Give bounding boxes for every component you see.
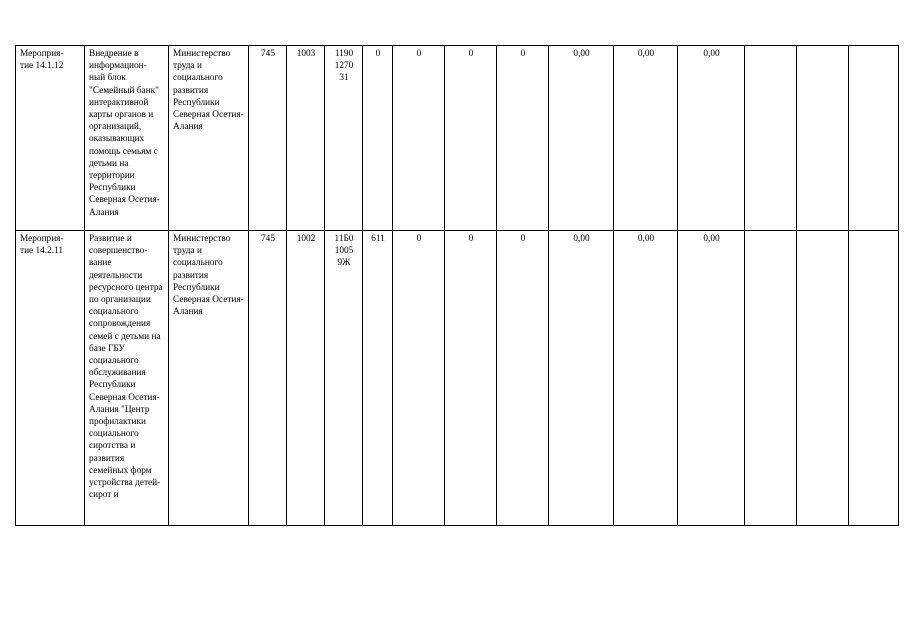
value-cell-1: 0 [393, 231, 445, 526]
value-cell-6: 0,00 [678, 231, 745, 526]
value-cell-4: 0,00 [549, 231, 614, 526]
executor-cell: Министерство труда и социального развития Республики Северная Осетия-Алания [169, 46, 249, 231]
value-cell-5: 0,00 [614, 231, 678, 526]
csr-cell: 1190 1270 31 [325, 46, 363, 231]
value-cell-9 [849, 231, 899, 526]
value-cell-2: 0 [445, 46, 497, 231]
value-cell-1: 0 [393, 46, 445, 231]
rzpr-cell: 1003 [287, 46, 325, 231]
measure-code-cell: Мероприя- тие 14.2.11 [16, 231, 85, 526]
value-cell-3: 0 [497, 46, 549, 231]
value-cell-5: 0,00 [614, 46, 678, 231]
value-cell-8 [797, 46, 849, 231]
value-cell-6: 0,00 [678, 46, 745, 231]
budget-table [15, 45, 899, 526]
value-cell-2: 0 [445, 231, 497, 526]
grbs-cell: 745 [249, 46, 287, 231]
measure-name-cell: Развитие и совершенство- вание деятельности ресурсного центра по организации социального сопровождения семей с детьми на базе ГБУ социального обслуживания Республики Северная Осетия-Алания "Центр профилактики социального сиротства и развития семейных форм устройства детей-сирот и [85, 231, 169, 526]
executor-cell: Министерство труда и социального развития Республики Северная Осетия-Алания [169, 231, 249, 526]
measure-name-cell: Внедрение в информацион- ный блок "Семейный банк" интерактивной карты органов и организаций, оказывающих помощь семьям с детьми на территории Республики Северная Осетия-Алания [85, 46, 169, 231]
csr-cell: 11Б0 1005 9Ж [325, 231, 363, 526]
value-cell-9 [849, 46, 899, 231]
value-cell-8 [797, 231, 849, 526]
measure-code-cell: Мероприя- тие 14.1.12 [16, 46, 85, 231]
vr-cell: 611 [363, 231, 393, 526]
table-row [16, 46, 899, 231]
rzpr-cell: 1002 [287, 231, 325, 526]
value-cell-7 [745, 46, 797, 231]
grbs-cell: 745 [249, 231, 287, 526]
value-cell-3: 0 [497, 231, 549, 526]
table-row [16, 231, 899, 526]
vr-cell: 0 [363, 46, 393, 231]
value-cell-4: 0,00 [549, 46, 614, 231]
value-cell-7 [745, 231, 797, 526]
